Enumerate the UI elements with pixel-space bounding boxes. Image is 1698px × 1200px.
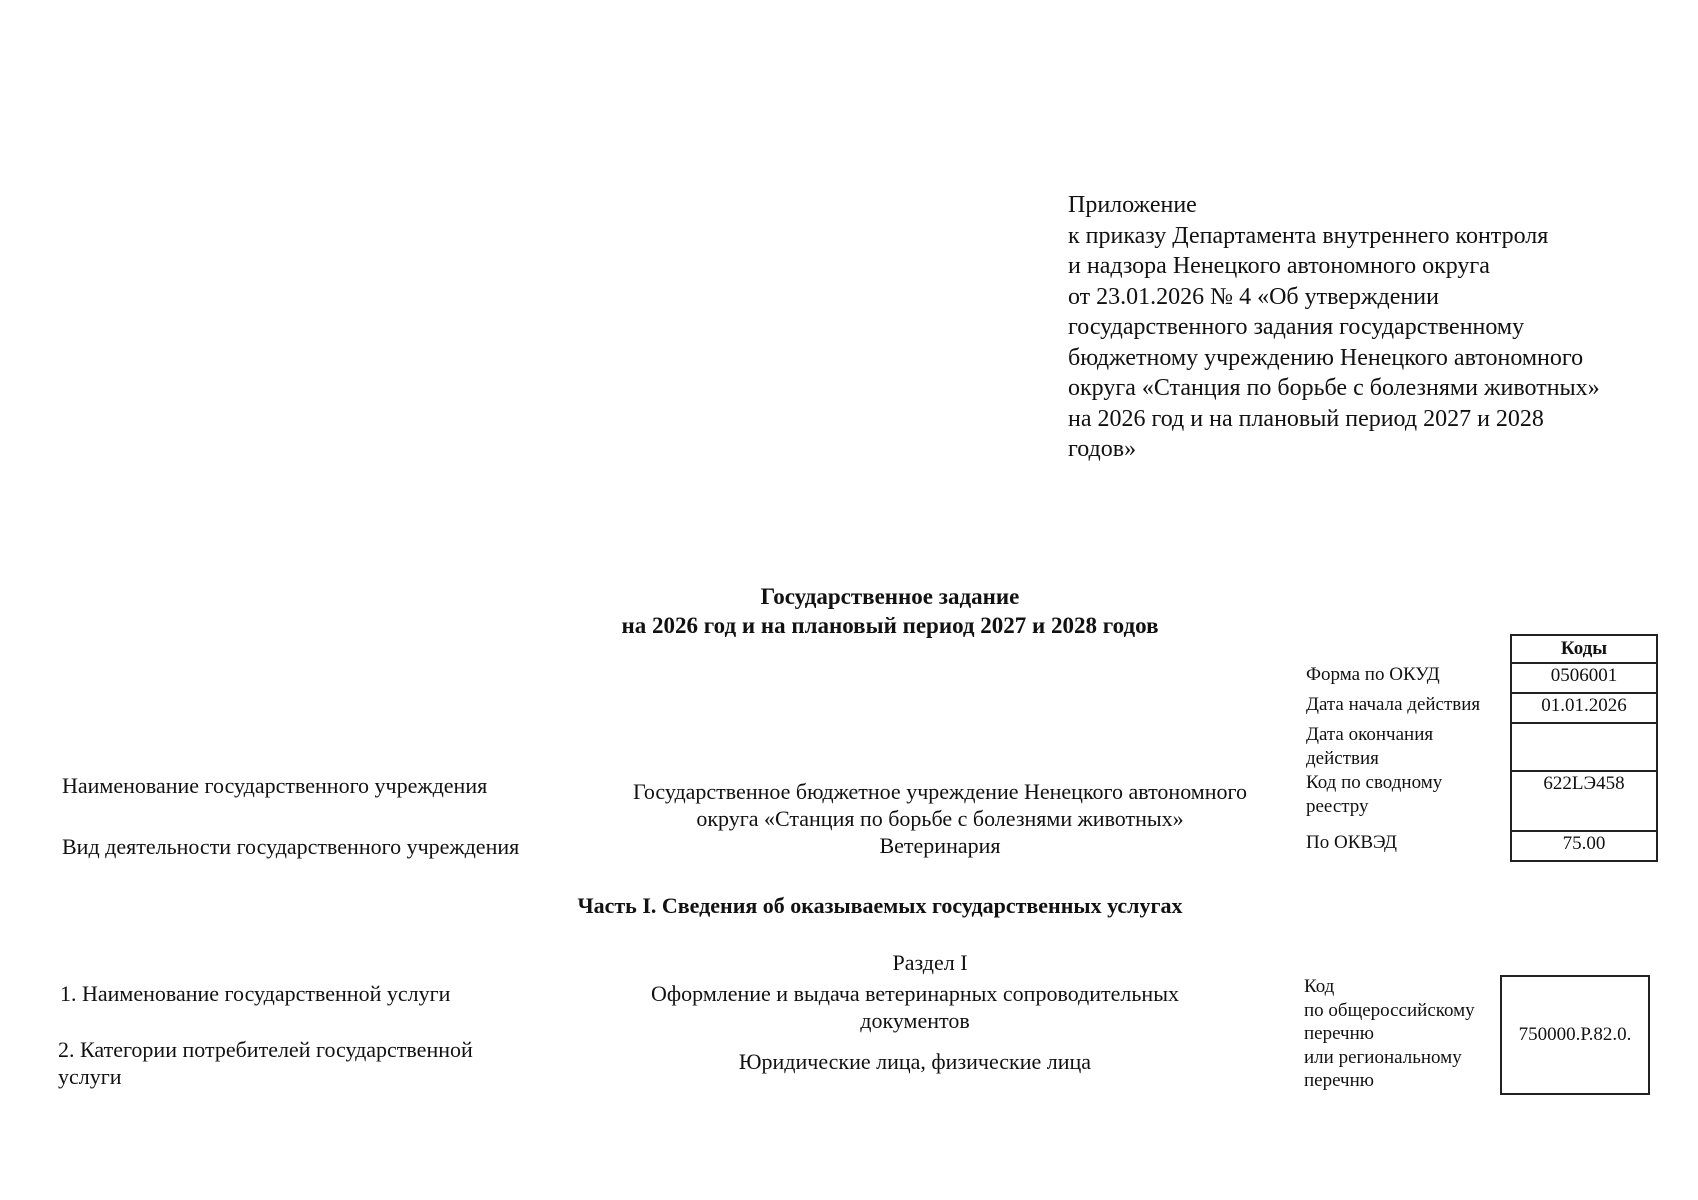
codes-value-start-date: 01.01.2026 [1511, 693, 1657, 723]
codes-label-okved: По ОКВЭД [1306, 832, 1397, 853]
registry-code-label-line: Код [1304, 976, 1335, 997]
section-title: Раздел I [892, 950, 968, 975]
appendix-line: бюджетному учреждению Ненецкого автономного [1068, 344, 1584, 371]
registry-code-label-line: или региональному [1304, 1046, 1462, 1068]
appendix-line: и надзора Ненецкого автономного округа [1068, 253, 1490, 279]
consumers-value: Юридические лица, физические лица [738, 1049, 1092, 1074]
document-title [560, 582, 1220, 640]
codes-label-start-date: Дата начала действия [1306, 694, 1481, 715]
appendix-line: к приказу Департамента внутреннего контроля [1068, 222, 1549, 249]
registry-code-label-line: перечню [1304, 1070, 1374, 1091]
activity-value: Ветеринария [879, 833, 1001, 858]
service-name-value-line-2: документов [860, 1008, 970, 1033]
activity-label: Вид деятельности государственного учреждения [62, 834, 520, 859]
codes-value-okved: 75.00 [1511, 831, 1657, 861]
institution-name-value-line-2: округа «Станция по борьбе с болезнями животных» [696, 806, 1184, 831]
appendix-line: Приложение [1068, 192, 1197, 218]
appendix-line: государственного задания государственному [1068, 314, 1525, 340]
service-name-value [615, 980, 1215, 1034]
codes-header: Коды [1511, 635, 1657, 663]
registry-code-value: 750000.Р.82.0. [1500, 975, 1650, 1095]
registry-code-label-line: по общероссийскому [1304, 999, 1475, 1021]
registry-code-label [1304, 975, 1514, 1093]
codes-table [1304, 634, 1658, 862]
institution-name-label: Наименование государственного учреждения [62, 773, 488, 798]
codes-value-end-date [1511, 723, 1657, 771]
codes-label-end-date: Дата окончания действия [1306, 724, 1434, 769]
consumers-label-line-2: услуги [58, 1064, 122, 1089]
codes-label-registry: Код по сводному реестру [1306, 772, 1443, 817]
consumers-label-line-1: 2. Категории потребителей государственной [58, 1037, 473, 1062]
appendix-header [1068, 190, 1688, 465]
codes-value-registry: 622LЭ458 [1511, 771, 1657, 831]
codes-value-okud: 0506001 [1511, 663, 1657, 693]
part-title: Часть I. Сведения об оказываемых государственных услугах [577, 893, 1183, 918]
document-title-line-1: Государственное задание [760, 584, 1020, 609]
consumers-label [58, 1036, 473, 1090]
appendix-line: на 2026 год и на плановый период 2027 и 2028 [1068, 405, 1544, 432]
service-name-label: 1. Наименование государственной услуги [60, 981, 451, 1006]
appendix-line: от 23.01.2026 № 4 «Об утверждении [1068, 283, 1439, 310]
institution-name-value-line-1: Государственное бюджетное учреждение Ненецкого автономного [633, 779, 1247, 804]
registry-code-label-line: перечню [1304, 1023, 1374, 1044]
document-title-line-2: на 2026 год и на плановый период 2027 и 2028 годов [621, 613, 1159, 638]
service-name-value-line-1: Оформление и выдача ветеринарных сопроводительных [651, 981, 1179, 1006]
appendix-line: годов» [1068, 436, 1137, 462]
appendix-line: округа «Станция по борьбе с болезнями животных» [1068, 375, 1600, 401]
institution-name-value [590, 778, 1290, 832]
codes-label-okud: Форма по ОКУД [1306, 664, 1440, 685]
